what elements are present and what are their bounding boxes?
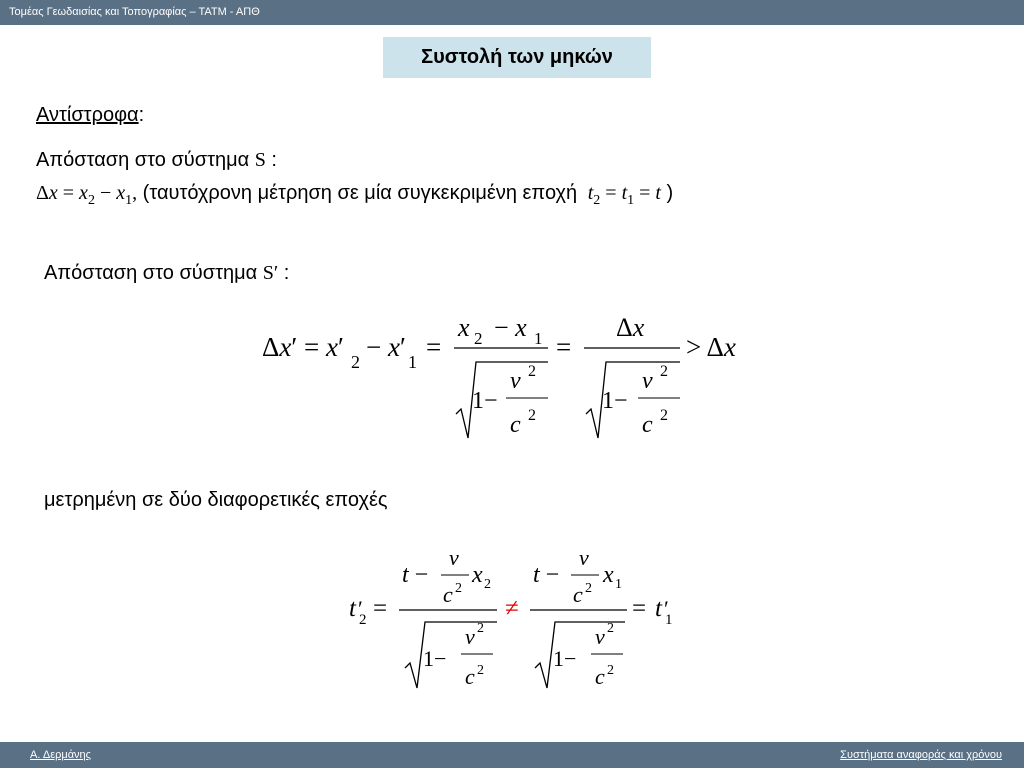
time-transformation-equation bbox=[345, 540, 685, 695]
svg-text:1−: 1− bbox=[553, 646, 577, 671]
not-equal-symbol: ≠ bbox=[505, 595, 519, 622]
svg-text:1−: 1− bbox=[472, 388, 498, 414]
svg-text:2: 2 bbox=[585, 581, 592, 596]
svg-text:t −: t − bbox=[533, 562, 560, 588]
svg-text:v: v bbox=[465, 624, 475, 649]
svg-text:v: v bbox=[642, 368, 653, 394]
footer-bar bbox=[0, 742, 1024, 768]
delta-x-line: $\Delta x = x_2 - x_1$, (ταυτόχρονη μέτρηση σε μία συγκεκριμένη εποχή $t_2 = t_1 = t$ ) bbox=[36, 182, 674, 208]
svg-text:v: v bbox=[579, 545, 589, 570]
svg-text:2: 2 bbox=[477, 621, 484, 636]
svg-text:1: 1 bbox=[665, 612, 673, 628]
svg-text:x: x bbox=[603, 562, 614, 588]
svg-text:c: c bbox=[443, 582, 453, 607]
svg-text:c: c bbox=[642, 412, 653, 438]
svg-text:> Δx: > Δx bbox=[686, 332, 736, 362]
svg-text:2: 2 bbox=[528, 407, 536, 424]
svg-text:=: = bbox=[556, 332, 572, 362]
footer-course: Συστήματα αναφοράς και χρόνου bbox=[840, 749, 1002, 761]
slide-title: Συστολή των μηκών bbox=[383, 37, 651, 78]
svg-text:c: c bbox=[465, 664, 475, 689]
S-symbol: S bbox=[254, 149, 266, 171]
svg-text:2: 2 bbox=[607, 621, 614, 636]
svg-text:2: 2 bbox=[477, 663, 484, 678]
svg-text:1: 1 bbox=[408, 352, 417, 372]
simultaneous-measurement-text: (ταυτόχρονη μέτρηση σε μία συγκεκριμένη εποχή bbox=[142, 182, 578, 204]
svg-text:1: 1 bbox=[534, 329, 543, 348]
svg-text:v: v bbox=[510, 368, 521, 394]
svg-text:c: c bbox=[573, 582, 583, 607]
svg-text:2: 2 bbox=[660, 407, 668, 424]
svg-text:− x′: − x′ bbox=[366, 332, 406, 362]
inverse-label: Αντίστροφα bbox=[36, 104, 139, 126]
distance-Sprime-text: Απόσταση στο σύστημα bbox=[44, 262, 263, 284]
svg-text:=: = bbox=[426, 332, 442, 362]
length-contraction-equation bbox=[258, 312, 758, 447]
inverse-line: Αντίστροφα: bbox=[36, 104, 145, 126]
svg-text:x: x bbox=[472, 562, 483, 588]
svg-text:′: ′ bbox=[664, 596, 669, 621]
svg-text:=: = bbox=[373, 595, 388, 622]
svg-text:t: t bbox=[655, 595, 662, 622]
svg-text:2: 2 bbox=[660, 363, 668, 380]
svg-text:v: v bbox=[449, 545, 459, 570]
svg-text:− x: − x bbox=[494, 313, 527, 342]
header-bar bbox=[0, 0, 1024, 25]
distance-S-line: Απόσταση στο σύστημα S : bbox=[36, 149, 277, 171]
svg-text:t −: t − bbox=[402, 562, 429, 588]
svg-text:2: 2 bbox=[484, 577, 491, 592]
svg-text:Δx: Δx bbox=[616, 313, 645, 342]
svg-text:1: 1 bbox=[615, 577, 622, 592]
measured-two-epochs-text: μετρημένη σε δύο διαφορετικές εποχές bbox=[44, 489, 388, 511]
svg-text:v: v bbox=[595, 624, 605, 649]
svg-text:2: 2 bbox=[455, 581, 462, 596]
header-text: Τομέας Γεωδαισίας και Τοπογραφίας – ΤΑΤΜ - ΑΠΘ bbox=[9, 6, 260, 18]
Sprime-symbol: S′ bbox=[262, 262, 279, 284]
footer-author: Α. Δερμάνης bbox=[30, 749, 91, 761]
svg-text:x: x bbox=[458, 313, 470, 342]
svg-text:c: c bbox=[595, 664, 605, 689]
svg-text:′: ′ bbox=[358, 596, 363, 621]
svg-text:2: 2 bbox=[607, 663, 614, 678]
svg-text:1−: 1− bbox=[423, 646, 447, 671]
svg-text:=: = bbox=[632, 595, 647, 622]
time-equality-formula: $t_2 = t_1 = t$ bbox=[587, 182, 661, 208]
svg-text:1−: 1− bbox=[602, 388, 628, 414]
svg-text:c: c bbox=[510, 412, 521, 438]
svg-text:2: 2 bbox=[351, 352, 360, 372]
svg-text:t: t bbox=[349, 595, 356, 622]
svg-text:2: 2 bbox=[528, 363, 536, 380]
svg-text:2: 2 bbox=[474, 329, 483, 348]
delta-x-formula: $\Delta x = x_2 - x_1$, bbox=[36, 182, 138, 208]
svg-text:2: 2 bbox=[359, 612, 367, 628]
distance-S-text: Απόσταση στο σύστημα bbox=[36, 149, 255, 171]
svg-text:Δx′ = x′: Δx′ = x′ bbox=[262, 332, 344, 362]
distance-Sprime-line: Απόσταση στο σύστημα S′ : bbox=[44, 262, 290, 284]
